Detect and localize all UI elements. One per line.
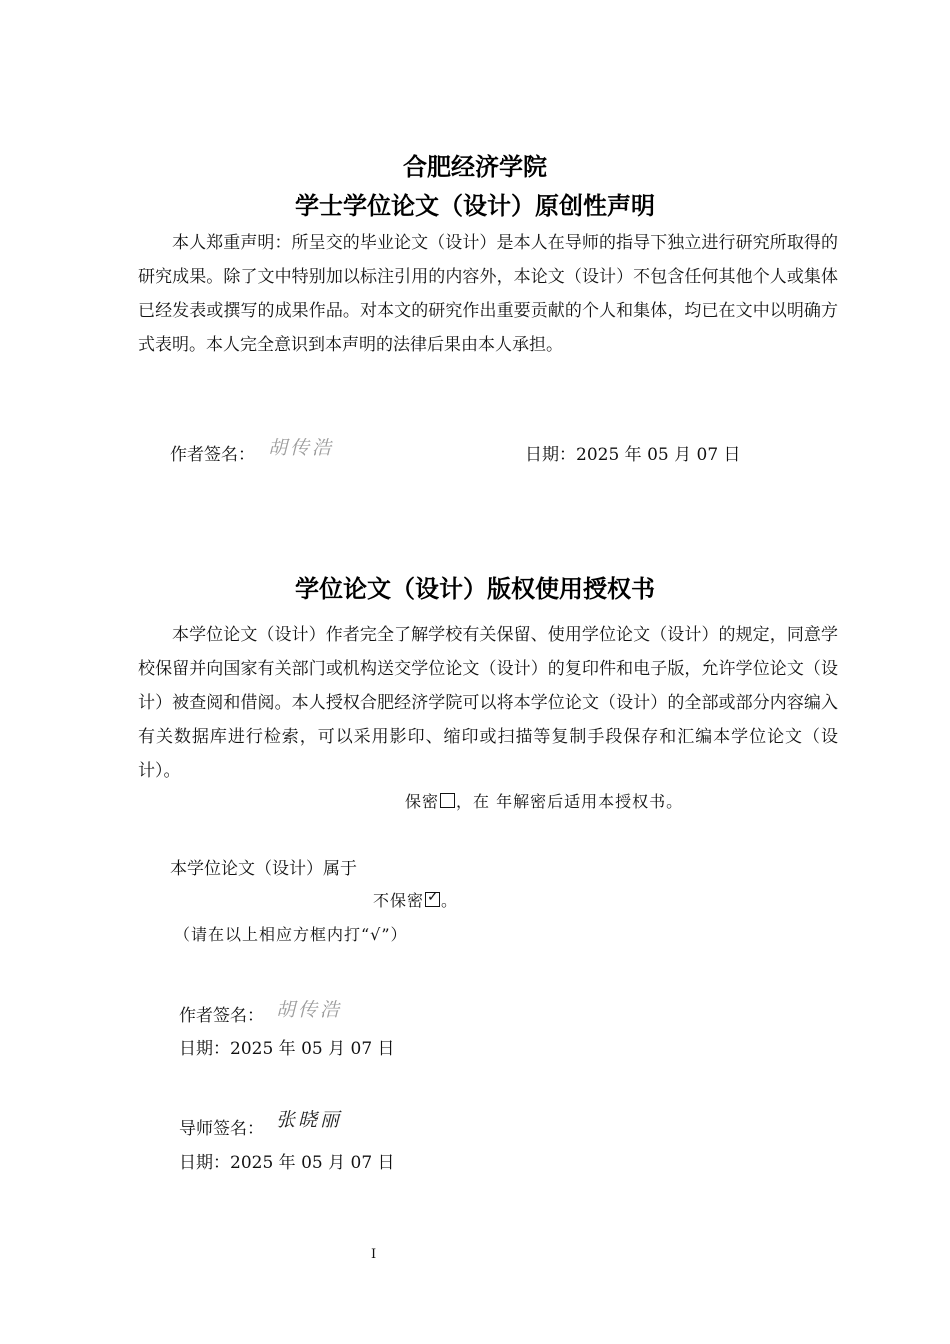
copyright-author-signature: 胡传浩 [276,999,343,1021]
school-name: 合肥经济学院 [403,153,547,181]
declaration-date: 日期：2025 年 05 月 07 日 [525,445,741,465]
secret-checkbox[interactable] [440,793,455,808]
not-secret-option [373,888,458,911]
secret-option [405,789,683,812]
declaration-author-label: 作者签名： [170,445,255,465]
advisor-signature: 张晓丽 [276,1109,343,1131]
page-number: I [371,1247,377,1262]
check-mark-icon: ✓ [427,889,440,905]
secret-label: 保密 [405,792,440,811]
copyright-body: 本学位论文（设计）作者完全了解学校有关保留、使用学位论文（设计）的规定，同意学校保留并向国家有关部门或机构送交学位论文（设计）的复印件和电子版，允许学位论文（设计）被查阅和借阅。本人授权合肥经济学院可以将本学位论文（设计）的全部或部分内容编入有关数据库进行检索，可以采用影印、缩印或扫描等复制手段保存和汇编本学位论文（设计）。 [138,625,838,781]
checkbox-instruction: （请在以上相应方框内打“√”） [174,925,408,944]
belongs-label: 本学位论文（设计）属于 [170,859,357,879]
declaration-title: 学士学位论文（设计）原创性声明 [295,192,655,220]
advisor-date: 日期：2025 年 05 月 07 日 [179,1153,395,1173]
not-secret-suffix: 。 [441,891,459,910]
not-secret-label: 不保密 [373,891,425,910]
advisor-label: 导师签名： [179,1119,264,1139]
copyright-author-date: 日期：2025 年 05 月 07 日 [179,1039,395,1059]
secret-suffix: ，在 年解密后适用本授权书。 [456,792,684,811]
not-secret-checkbox[interactable] [425,889,440,907]
declaration-body: 本人郑重声明：所呈交的毕业论文（设计）是本人在导师的指导下独立进行研究所取得的研究成果。除了文中特别加以标注引用的内容外，本论文（设计）不包含任何其他个人或集体已经发表或撰写的成果作品。对本文的研究作出重要贡献的个人和集体，均已在文中以明确方式表明。本人完全意识到本声明的法律后果由本人承担。 [138,233,838,355]
copyright-title: 学位论文（设计）版权使用授权书 [295,575,655,603]
declaration-author-signature: 胡传浩 [268,437,335,459]
copyright-author-label: 作者签名： [179,1006,264,1026]
